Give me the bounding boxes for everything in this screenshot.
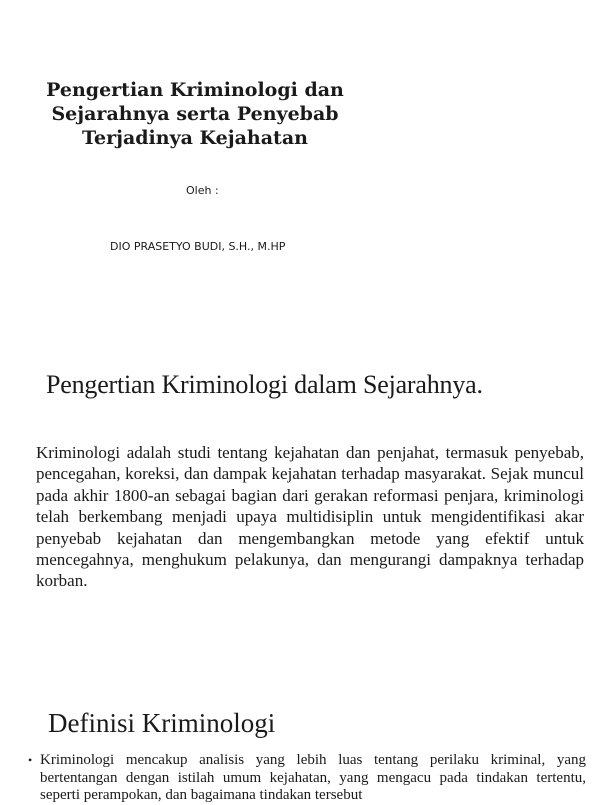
- title-line: Sejarahnya serta Penyebab: [51, 103, 339, 125]
- list-item: [28, 752, 586, 805]
- bullet-icon: •: [28, 753, 33, 767]
- section-paragraph: Kriminologi adalah studi tentang kejahatan dan penjahat, termasuk penyebab, pencegahan, koreksi, dan dampak kejahatan terhadap masyarakat. Sejak muncul pada akhir 1800-an sebagai bagian dari gerakan reformasi penjara, kriminologi telah berkembang menjadi upaya multidisiplin untuk mengidentifikasi akar penyebab kejahatan dan mengembangkan metode yang efektif untuk mencegahnya, menghukum pelakunya, dan mengurangi dampaknya terhadap korban.: [36, 443, 584, 591]
- byline-label: Oleh :: [186, 184, 219, 197]
- author-name: DIO PRASETYO BUDI, S.H., M.HP: [110, 240, 286, 253]
- document-title: [0, 78, 390, 150]
- title-line: Terjadinya Kejahatan: [82, 127, 308, 149]
- section-heading-history: Pengertian Kriminologi dalam Sejarahnya.: [46, 370, 483, 399]
- list-item-text: Kriminologi mencakup analisis yang lebih luas tentang perilaku kriminal, yang bertentangan dengan istilah umum kejahatan, yang mengacu pada tindakan tertentu, seperti perampokan, dan bagaimana tindakan tersebut: [40, 752, 586, 803]
- title-line: Pengertian Kriminologi dan: [46, 79, 344, 101]
- definition-bullet-list: [28, 752, 586, 805]
- section-heading-definition: Definisi Kriminologi: [48, 708, 276, 738]
